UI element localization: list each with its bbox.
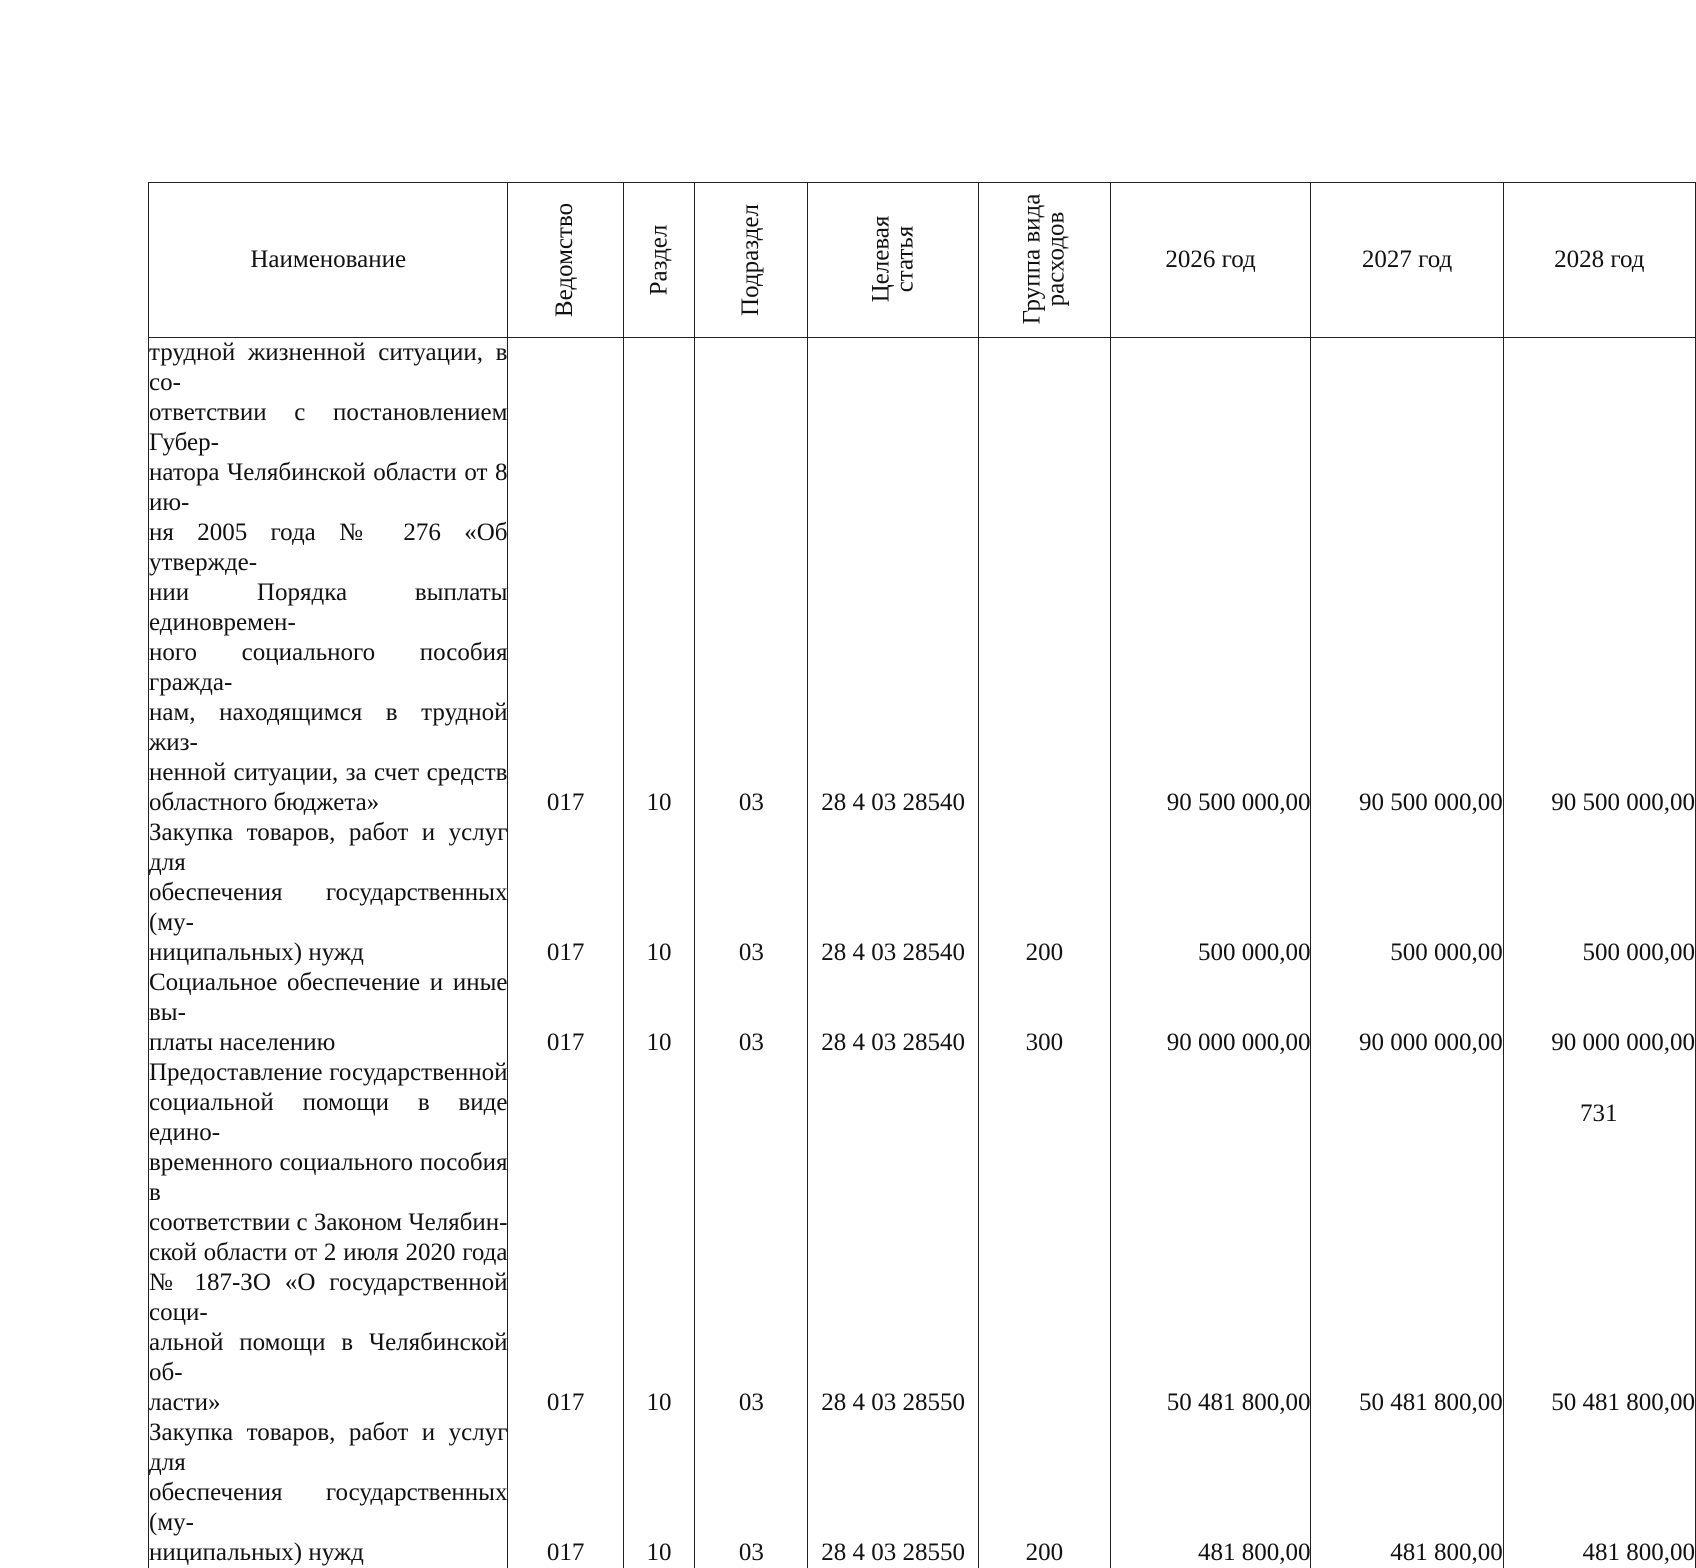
- cell-target: 28 4 03 28540: [808, 818, 979, 968]
- cell-target: 28 4 03 28550: [808, 1418, 979, 1568]
- cell-2028: 481 800,00: [1503, 1418, 1695, 1568]
- page-number: 731: [1580, 1100, 1618, 1128]
- name-line: трудной жизненной ситуации, в со-: [149, 338, 507, 398]
- name-line: ской области от 2 июля 2020 года: [149, 1238, 507, 1268]
- cell-department: 017: [508, 968, 623, 1058]
- table-row: [149, 338, 1696, 819]
- budget-table: [148, 182, 1696, 1568]
- cell-expense-group: 200: [979, 818, 1111, 968]
- name-line: альной помощи в Челябинской об-: [149, 1328, 507, 1388]
- header-section: Раздел: [623, 183, 695, 338]
- name-line: № 187-ЗО «О государственной соци-: [149, 1268, 507, 1328]
- cell-2027: 90 500 000,00: [1311, 338, 1503, 819]
- header-row: [149, 183, 1696, 338]
- name-line: натора Челябинской области от 8 ию-: [149, 458, 507, 518]
- cell-target: 28 4 03 28540: [808, 968, 979, 1058]
- header-name: Наименование: [149, 183, 508, 338]
- cell-2027: 481 800,00: [1311, 1418, 1503, 1568]
- cell-2026: 90 500 000,00: [1110, 338, 1311, 819]
- name-line: ниципальных) нужд: [149, 1538, 507, 1568]
- name-line: обеспечения государственных (му-: [149, 1478, 507, 1538]
- cell-section: 10: [623, 338, 695, 819]
- cell-2028: 90 500 000,00: [1503, 338, 1695, 819]
- header-2026: 2026 год: [1110, 183, 1311, 338]
- header-target: Целевая статья: [808, 183, 979, 338]
- cell-2027: 90 000 000,00: [1311, 968, 1503, 1058]
- header-subsection: Подраздел: [695, 183, 808, 338]
- cell-name: [149, 1058, 508, 1418]
- table-row: [149, 1058, 1696, 1418]
- name-line: нии Порядка выплаты единовремен-: [149, 578, 507, 638]
- cell-expense-group: [979, 338, 1111, 819]
- name-line: социальной помощи в виде едино-: [149, 1088, 507, 1148]
- table-row: [149, 968, 1696, 1058]
- cell-2028: 500 000,00: [1503, 818, 1695, 968]
- cell-department: 017: [508, 338, 623, 819]
- cell-section: 10: [623, 968, 695, 1058]
- name-line: ненной ситуации, за счет средств: [149, 758, 507, 788]
- name-line: ниципальных) нужд: [149, 938, 507, 968]
- header-2027: 2027 год: [1311, 183, 1503, 338]
- cell-section: 10: [623, 1418, 695, 1568]
- name-line: нам, находящимся в трудной жиз-: [149, 698, 507, 758]
- cell-2026: 90 000 000,00: [1110, 968, 1311, 1058]
- cell-subsection: 03: [695, 338, 808, 819]
- cell-target: 28 4 03 28550: [808, 1058, 979, 1418]
- cell-subsection: 03: [695, 1058, 808, 1418]
- cell-2028: 90 000 000,00: [1503, 968, 1695, 1058]
- table-body: [149, 338, 1696, 1568]
- name-line: соответствии с Законом Челябин-: [149, 1208, 507, 1238]
- cell-department: 017: [508, 1058, 623, 1418]
- cell-2026: 481 800,00: [1110, 1418, 1311, 1568]
- cell-name: [149, 1418, 508, 1568]
- header-department: Ведомство: [508, 183, 623, 338]
- name-line: временного социального пособия в: [149, 1148, 507, 1208]
- cell-expense-group: [979, 1058, 1111, 1418]
- table-row: [149, 1418, 1696, 1568]
- name-line: Закупка товаров, работ и услуг для: [149, 818, 507, 878]
- name-line: Предоставление государственной: [149, 1058, 507, 1088]
- name-line: Закупка товаров, работ и услуг для: [149, 1418, 507, 1478]
- header-expense-group: Группа вида расходов: [979, 183, 1111, 338]
- cell-subsection: 03: [695, 968, 808, 1058]
- cell-department: 017: [508, 818, 623, 968]
- name-line: ласти»: [149, 1388, 507, 1418]
- cell-expense-group: 200: [979, 1418, 1111, 1568]
- cell-name: [149, 818, 508, 968]
- cell-name: [149, 338, 508, 819]
- name-line: областного бюджета»: [149, 788, 507, 818]
- name-line: ного социального пособия гражда-: [149, 638, 507, 698]
- cell-section: 10: [623, 818, 695, 968]
- cell-2027: 500 000,00: [1311, 818, 1503, 968]
- cell-subsection: 03: [695, 1418, 808, 1568]
- cell-2027: 50 481 800,00: [1311, 1058, 1503, 1418]
- name-line: Социальное обеспечение и иные вы-: [149, 968, 507, 1028]
- cell-name: [149, 968, 508, 1058]
- cell-expense-group: 300: [979, 968, 1111, 1058]
- name-line: обеспечения государственных (му-: [149, 878, 507, 938]
- cell-2028: 50 481 800,00: [1503, 1058, 1695, 1418]
- header-2028: 2028 год: [1503, 183, 1695, 338]
- name-line: ня 2005 года № 276 «Об утвержде-: [149, 518, 507, 578]
- table-row: [149, 818, 1696, 968]
- cell-2026: 50 481 800,00: [1110, 1058, 1311, 1418]
- name-line: платы населению: [149, 1028, 507, 1058]
- cell-section: 10: [623, 1058, 695, 1418]
- cell-department: 017: [508, 1418, 623, 1568]
- cell-subsection: 03: [695, 818, 808, 968]
- name-line: ответствии с постановлением Губер-: [149, 398, 507, 458]
- cell-target: 28 4 03 28540: [808, 338, 979, 819]
- cell-2026: 500 000,00: [1110, 818, 1311, 968]
